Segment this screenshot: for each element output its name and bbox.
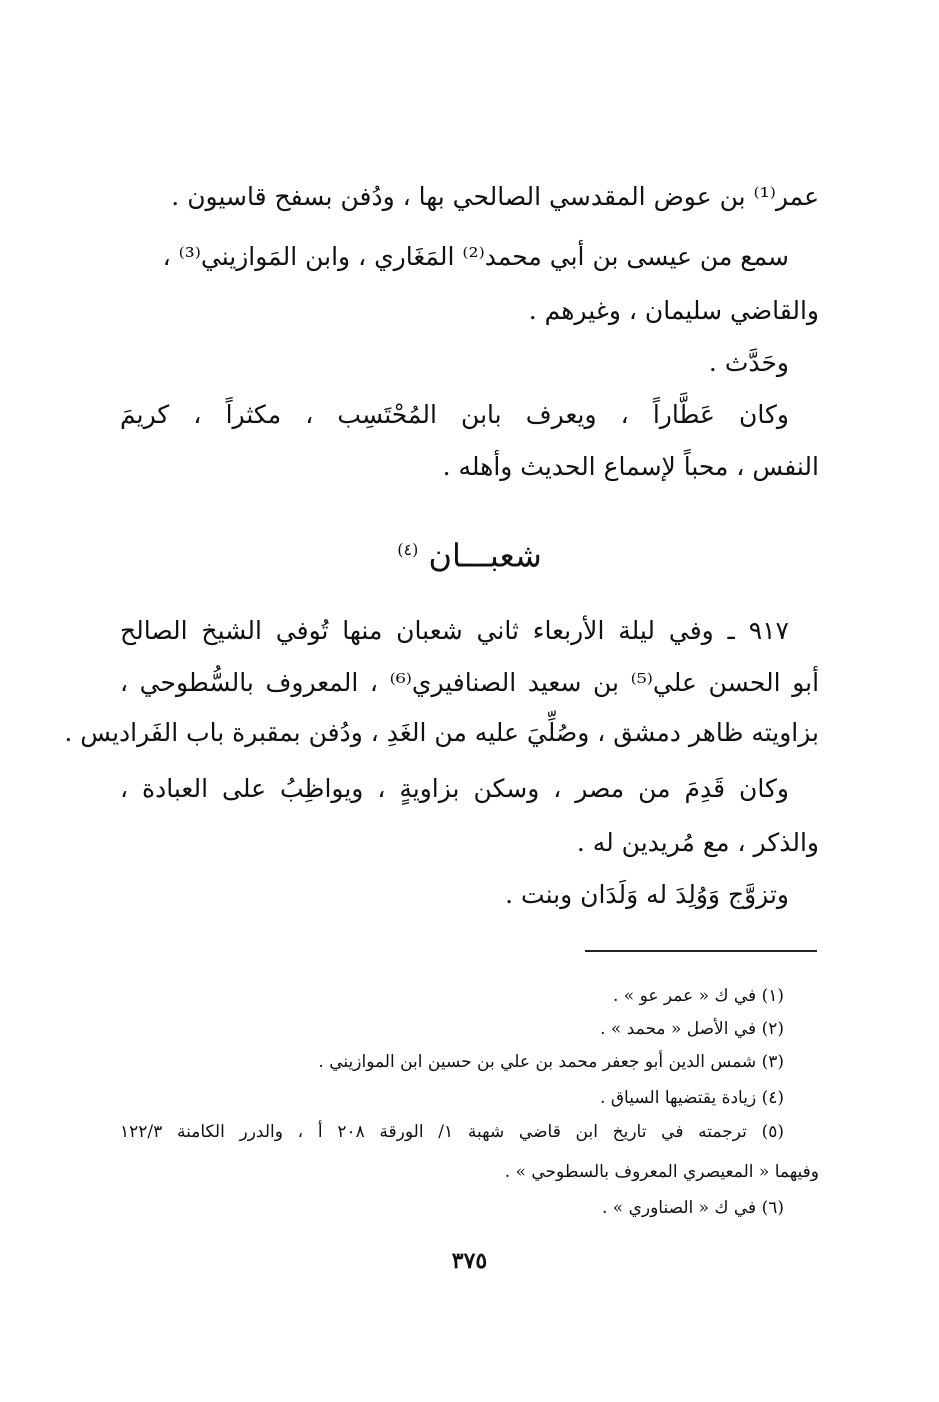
footnote-1: (١) في ك « عمر عو » .: [612, 986, 784, 1006]
entry-line-1: ٩١٧ ـ وفي ليلة الأربعاء ثاني شعبان منها تُوفي الشيخ الصالح: [120, 616, 789, 645]
section-heading-footnote-ref: (٤): [397, 540, 419, 559]
entry-line-5: والذكر ، مع مُريدين له .: [576, 828, 819, 857]
page-number: ٣٧٥: [451, 1248, 488, 1274]
footnote-divider: [585, 950, 817, 952]
body-line-1: عمر⁽¹⁾ بن عوض المقدسي الصالحي بها ، ودُفن بسفح قاسيون .: [171, 182, 819, 211]
footnote-5: (٥) ترجمته في تاريخ ابن قاضي شهبة ١/ الورقة ٢٠٨ أ ، والدرر الكامنة ١٢٢/٣: [120, 1122, 784, 1142]
footnote-3: (٣) شمس الدين أبو جعفر محمد بن علي بن حسين ابن الموازيني .: [318, 1052, 784, 1072]
entry-line-2: أبو الحسن علي⁽⁵⁾ بن سعيد الصنافيري⁽⁶⁾ ، المعروف بالسُّطوحي ،: [120, 668, 820, 697]
body-line-6: النفس ، محباً لإسماع الحديث وأهله .: [442, 452, 819, 481]
body-line-5: وكان عَطَّاراً ، ويعرف بابن المُحْتَسِب ، مكثراً ، كريمَ: [120, 400, 789, 429]
body-line-3: والقاضي سليمان ، وغيرهم .: [528, 296, 819, 325]
entry-line-4: وكان قَدِمَ من مصر ، وسكن بزاويةٍ ، ويواظِبُ على العبادة ،: [120, 774, 789, 803]
footnote-6: (٦) في ك « الصناوري » .: [601, 1198, 784, 1218]
footnote-2: (٢) في الأصل « محمد » .: [600, 1019, 784, 1039]
footnote-4: (٤) زيادة يقتضيها السياق .: [600, 1088, 784, 1108]
section-heading-title: شعبـــان: [428, 536, 542, 575]
body-line-4: وحَدَّث .: [708, 348, 789, 377]
entry-line-6: وتزوَّج وَوُلِدَ له وَلَدَان وبنت .: [505, 880, 789, 909]
body-line-2: سمع من عيسى بن أبي محمد⁽²⁾ المَغَاري ، وابن المَوازيني⁽³⁾ ،: [162, 242, 789, 271]
section-heading: [0, 528, 939, 578]
entry-line-3: بزاويته ظاهر دمشق ، وصُلِّيَ عليه من الغَدِ ، ودُفن بمقبرة باب الفَراديس .: [64, 718, 819, 747]
footnote-5-continued: وفيهما « المعيصري المعروف بالسطوحي » .: [504, 1162, 819, 1182]
